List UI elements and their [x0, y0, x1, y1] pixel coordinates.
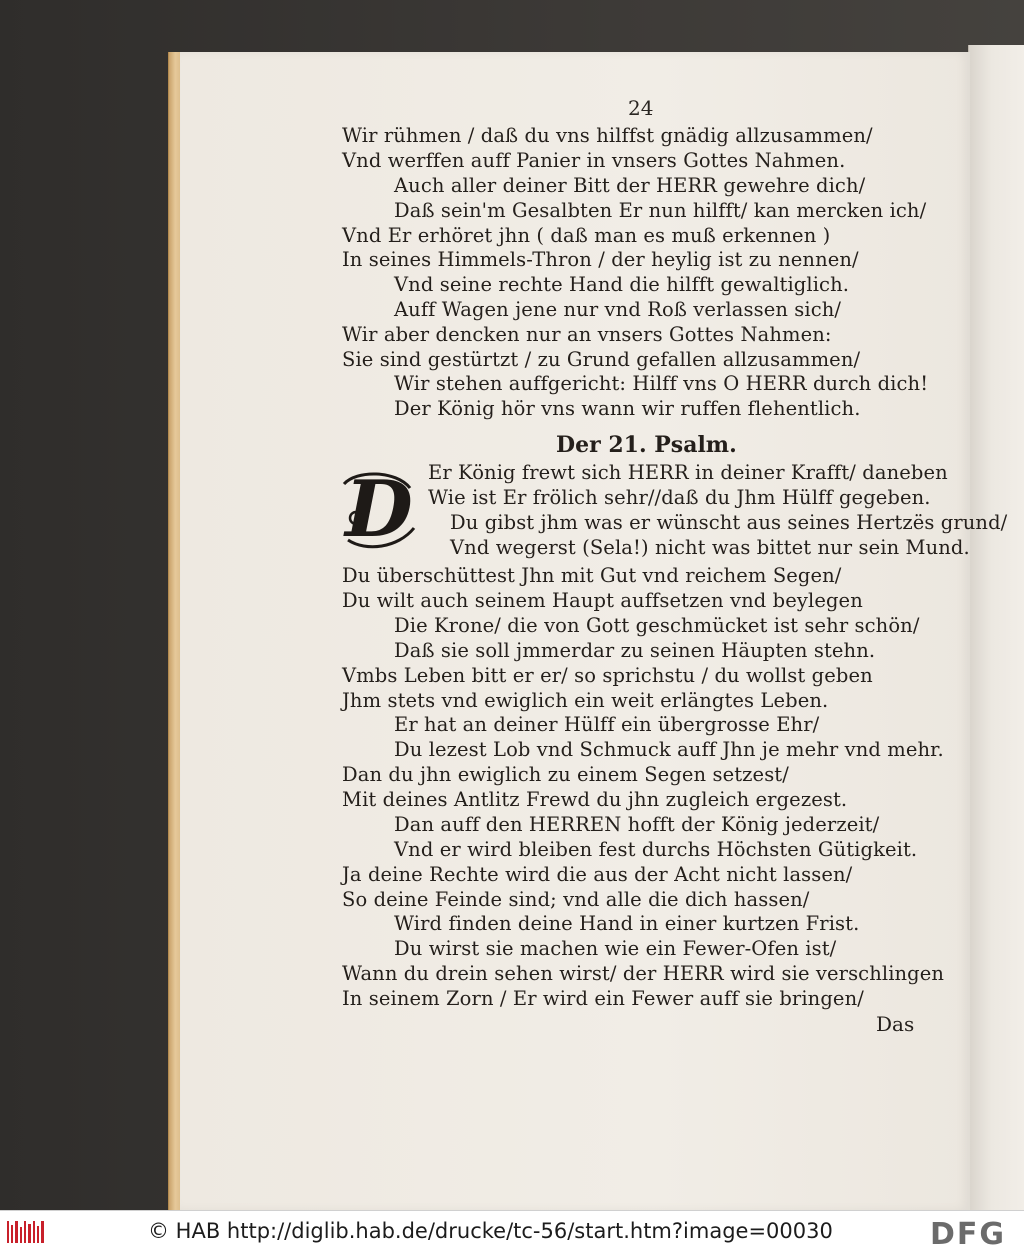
- verse-line: Vnd er wird bleiben fest durchs Höchsten Gütigkeit.: [394, 838, 918, 861]
- verse-line: Vnd Er erhöret jhn ( daß man es muß erkennen ): [342, 224, 831, 247]
- catchword: Das: [876, 1012, 915, 1036]
- verse-line: Dan auff den HERREN hofft der König jederzeit/: [394, 813, 880, 836]
- verse-line: Daß sie soll jmmerdar zu seinen Häupten stehn.: [394, 639, 876, 662]
- dfg-logo: DFG: [930, 1217, 1007, 1252]
- verse-line: Vnd wegerst (Sela!) nicht was bittet nur sein Mund.: [450, 536, 970, 559]
- adjacent-page-edge: [968, 45, 1024, 1210]
- verse-line: Dan du jhn ewiglich zu einem Segen setzest/: [342, 763, 789, 786]
- verse-line: Vmbs Leben bitt er er/ so sprichstu / du wollst geben: [342, 664, 873, 687]
- verse-line: Die Krone/ die von Gott geschmücket ist sehr schön/: [394, 614, 920, 637]
- verse-line: Du überschüttest Jhn mit Gut vnd reichem Segen/: [342, 564, 842, 587]
- page-number: 24: [628, 96, 654, 120]
- verse-line: So deine Feinde sind; vnd alle die dich hassen/: [342, 888, 810, 911]
- verse-line: Du wilt auch seinem Haupt auffsetzen vnd beylegen: [342, 589, 863, 612]
- verse-line: Du wirst sie machen wie ein Fewer-Ofen ist/: [394, 937, 837, 960]
- verse-line: Auch aller deiner Bitt der HERR gewehre dich/: [394, 174, 866, 197]
- psalm-heading: Der 21. Psalm.: [556, 432, 737, 458]
- verse-line: Er König frewt sich HERR in deiner Krafft/ daneben: [428, 461, 948, 484]
- verse-line: In seinem Zorn / Er wird ein Fewer auff sie bringen/: [342, 987, 864, 1010]
- verse-line: Jhm stets vnd ewiglich ein weit erlängtes Leben.: [342, 689, 829, 712]
- verse-line: Wir aber dencken nur an vnsers Gottes Nahmen:: [342, 323, 832, 346]
- verse-line: Mit deines Antlitz Frewd du jhn zugleich ergezest.: [342, 788, 848, 811]
- footer-bar: [0, 1210, 1024, 1253]
- verse-line: Vnd werffen auff Panier in vnsers Gottes Nahmen.: [342, 149, 846, 172]
- initial-letter: D: [345, 466, 413, 552]
- source-credit: © HAB http://diglib.hab.de/drucke/tc-56/start.htm?image=00030: [148, 1219, 833, 1243]
- verse-line: Der König hör vns wann wir ruffen flehentlich.: [394, 397, 861, 420]
- verse-line: Ja deine Rechte wird die aus der Acht nicht lassen/: [342, 863, 853, 886]
- verse-line: Wird finden deine Hand in einer kurtzen Frist.: [394, 912, 860, 935]
- verse-line: In seines Himmels-Thron / der heylig ist zu nennen/: [342, 248, 859, 271]
- verse-line: Wir stehen auffgericht: Hilff vns O HERR durch dich!: [394, 372, 929, 395]
- verse-line: Daß sein'm Gesalbten Er nun hilfft/ kan mercken ich/: [394, 199, 927, 222]
- verse-line: Sie sind gestürtzt / zu Grund gefallen allzusammen/: [342, 348, 861, 371]
- verse-line: Auff Wagen jene nur vnd Roß verlassen sich/: [394, 298, 842, 321]
- verse-line: Wie ist Er frölich sehr//daß du Jhm Hülff gegeben.: [428, 486, 931, 509]
- verse-line: Vnd seine rechte Hand die hilfft gewaltiglich.: [394, 273, 850, 296]
- verse-line: Du gibst jhm was er wünscht aus seines Hertzës grund/: [450, 511, 1008, 534]
- verse-line: Du lezest Lob vnd Schmuck auff Jhn je mehr vnd mehr.: [394, 738, 944, 761]
- verse-line: Wir rühmen / daß du vns hilffst gnädig allzusammen/: [342, 124, 873, 147]
- verse-line: Wann du drein sehen wirst/ der HERR wird sie verschlingen: [342, 962, 945, 985]
- verse-line: Er hat an deiner Hülff ein übergrosse Ehr/: [394, 713, 820, 736]
- barcode-logo-icon: [6, 1219, 46, 1245]
- decorated-initial-d: [336, 466, 422, 552]
